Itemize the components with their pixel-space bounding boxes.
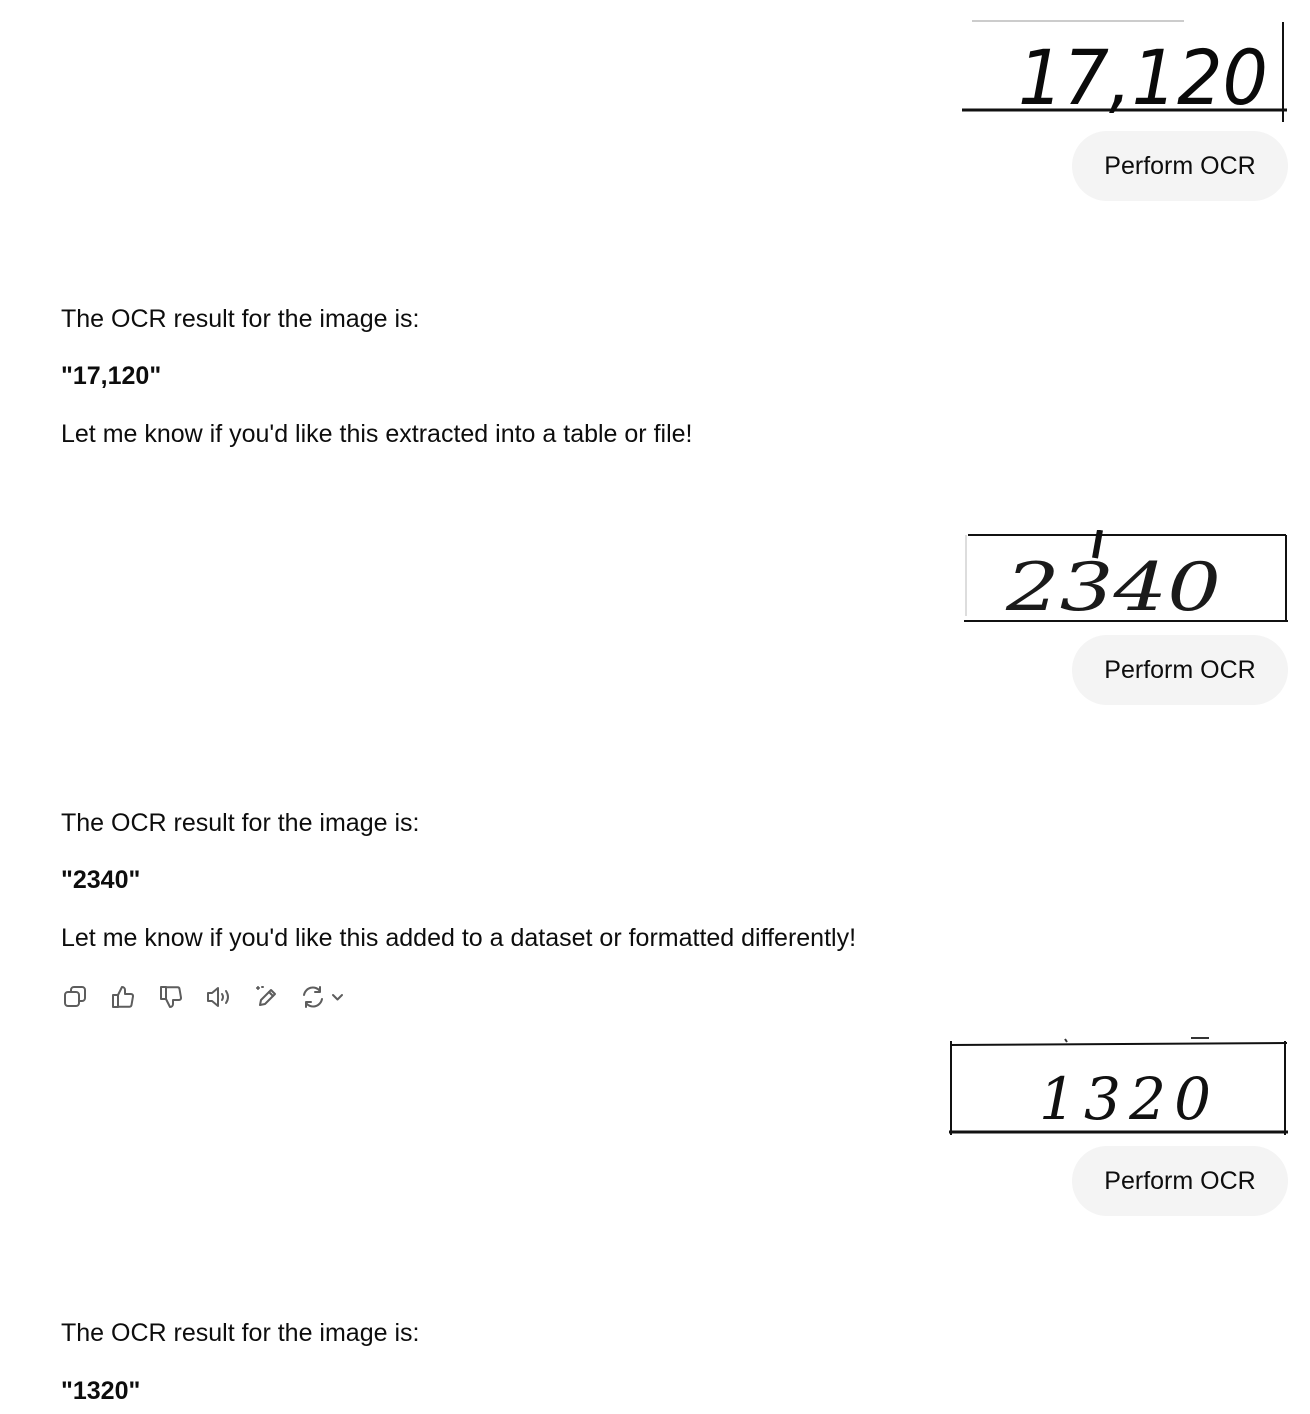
- user-message-bubble: [1072, 635, 1288, 705]
- thumbs-down-icon[interactable]: [156, 982, 186, 1012]
- assistant-intro-text: The OCR result for the image is:: [61, 1319, 420, 1347]
- handwritten-number: 17,120: [1018, 33, 1268, 122]
- uploaded-image-1[interactable]: [962, 18, 1290, 124]
- handwritten-number: 2340: [1004, 549, 1221, 626]
- thumbs-up-icon[interactable]: [108, 982, 138, 1012]
- assistant-followup-text: Let me know if you'd like this extracted into a table or file!: [61, 420, 693, 448]
- uploaded-image-3[interactable]: [947, 1035, 1290, 1139]
- assistant-ocr-result: "17,120": [61, 362, 162, 390]
- assistant-intro-text: The OCR result for the image is:: [61, 305, 420, 333]
- assistant-followup-text: Let me know if you'd like this added to a dataset or formatted differently!: [61, 924, 857, 952]
- edit-icon[interactable]: [252, 982, 282, 1012]
- regenerate-icon[interactable]: [300, 982, 348, 1012]
- uploaded-image-2[interactable]: [964, 530, 1290, 626]
- assistant-ocr-result: "2340": [61, 866, 141, 894]
- assistant-intro-text: The OCR result for the image is:: [61, 809, 420, 837]
- assistant-ocr-result: "1320": [61, 1377, 141, 1405]
- user-message-bubble: [1072, 1146, 1288, 1216]
- message-action-bar: [60, 982, 366, 1012]
- read-aloud-icon[interactable]: [204, 982, 234, 1012]
- copy-icon[interactable]: [60, 982, 90, 1012]
- user-message-text: Perform OCR: [1104, 1167, 1256, 1195]
- user-message-text: Perform OCR: [1104, 152, 1256, 180]
- user-message-bubble: [1072, 131, 1288, 201]
- user-message-text: Perform OCR: [1104, 656, 1256, 684]
- handwritten-number: 1320: [1039, 1065, 1211, 1133]
